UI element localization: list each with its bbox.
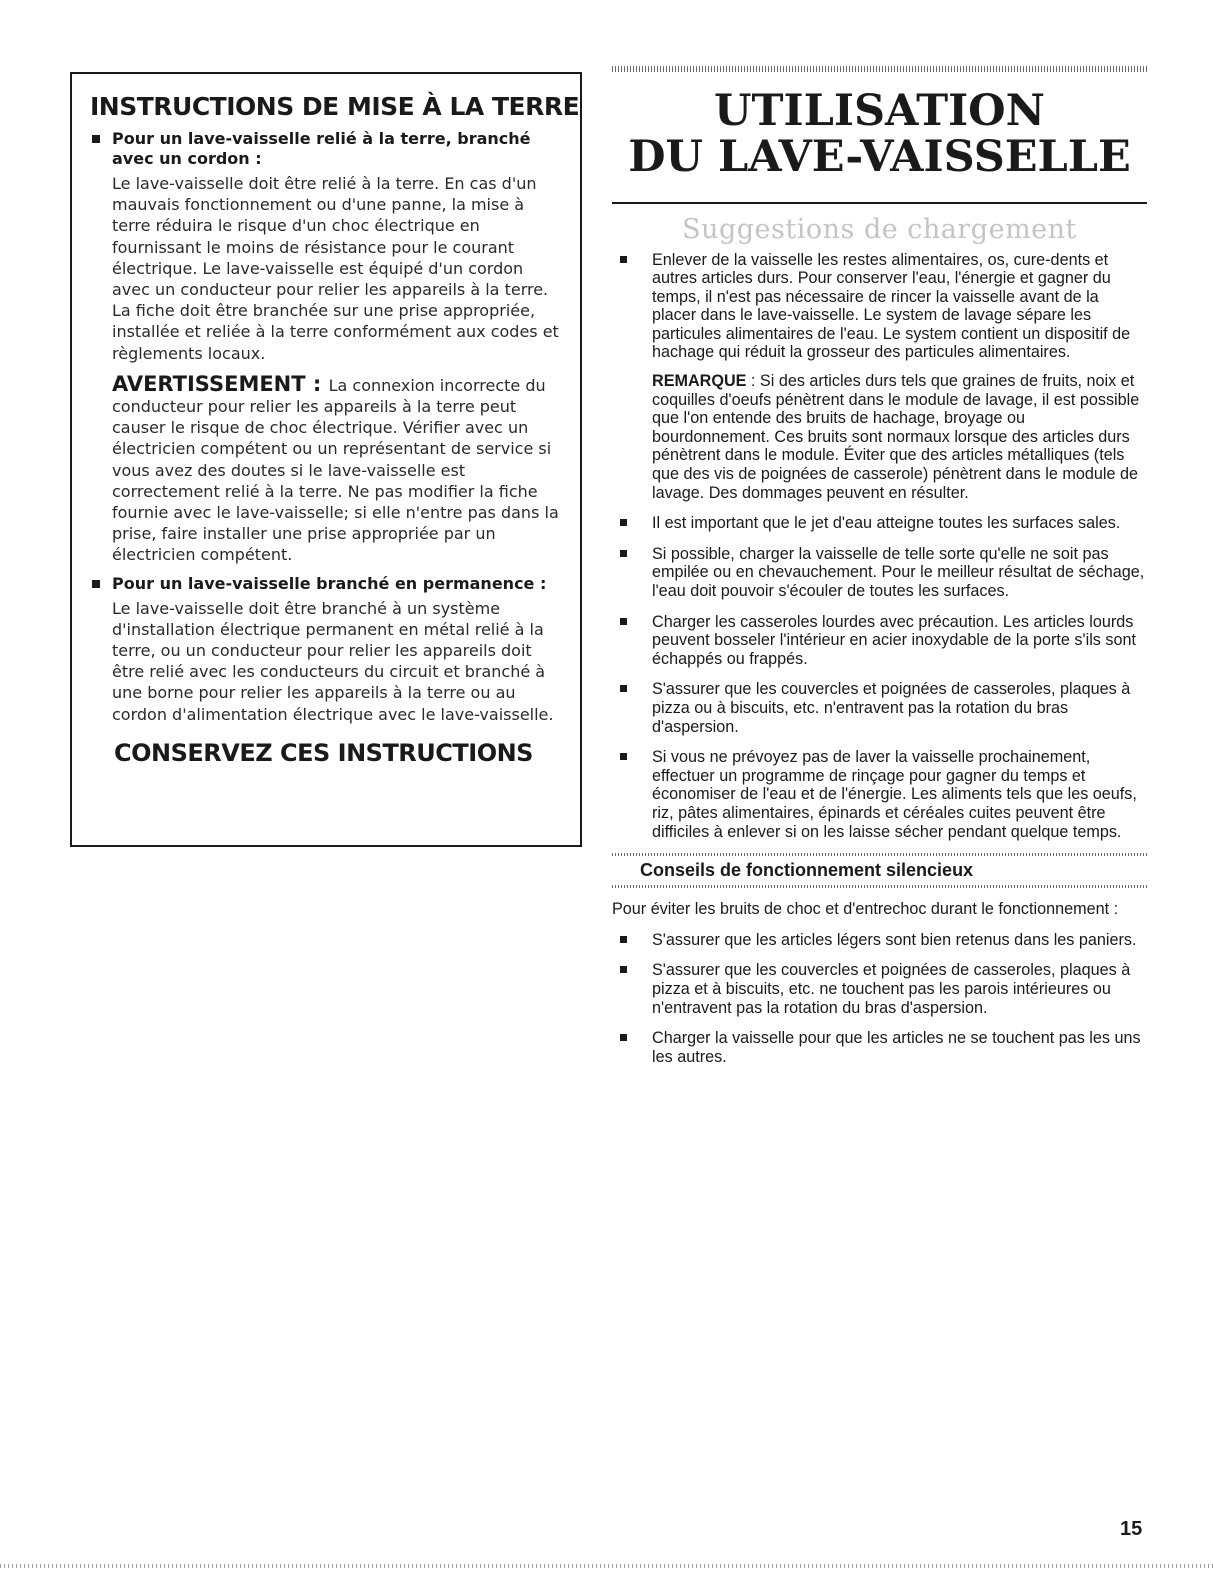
- list-item: Enlever de la vaisselle les restes alimentaires, os, cure-dents et autres articles durs. Pour conserver l'eau, l'énergie et gagner du temps, il n'est pas nécessaire de rincer la vaisselle avant de la placer dans le lave-vaisselle. Le system de lavage sépare les particules alimentaires de l'eau. Le system contient un dispositif de hachage qui réduit la grosseur des particules alimentaires.: [612, 251, 1147, 363]
- usage-column: [612, 66, 1147, 1078]
- bullet-square-icon: [620, 966, 627, 973]
- bottom-dotted-border: [0, 1564, 1213, 1568]
- bullet-square-icon: [620, 685, 627, 692]
- list-item: Si possible, charger la vaisselle de telle sorte qu'elle ne soit pas empilée ou en chevauchement. Pour le meilleur résultat de séchage, l'eau doit pouvoir s'écouler de toutes les surfaces.: [612, 545, 1147, 601]
- bullet-square-icon: [620, 936, 627, 943]
- bullet-square-icon: [620, 519, 627, 526]
- grounding-instructions-box: [70, 72, 582, 847]
- list-item: Charger la vaisselle pour que les articles ne se touchent pas les uns les autres.: [612, 1029, 1147, 1066]
- warning-colon: :: [305, 371, 329, 396]
- bullet-square-icon: [92, 580, 100, 588]
- grounding-bullet-permanent: [90, 574, 562, 594]
- page-number: 15: [1120, 1518, 1143, 1540]
- bullet-square-icon: [620, 550, 627, 557]
- list-item: S'assurer que les articles légers sont bien retenus dans les paniers.: [612, 931, 1147, 950]
- quiet-intro: Pour éviter les bruits de choc et d'entrechoc durant le fonctionnement :: [612, 900, 1119, 919]
- loading-list: [612, 251, 1147, 842]
- list-item: S'assurer que les couvercles et poignées de casseroles, plaques à pizza et à biscuits, etc. ne touchent pas les parois intérieures ou n'entravent pas la rotation du bras d'aspersion.: [612, 961, 1147, 1017]
- grounding-corded-text: Le lave-vaisselle doit être relié à la terre. En cas d'un mauvais fonctionnement ou d'une panne, la mise à terre réduira le risque d'un choc électrique en fournissant le moins de résistance pour le courant électrique. Le lave-vaisselle est équipé d'un cordon avec un conducteur pour relier les appareils à la terre. La fiche doit être branchée sur une prise appropriée, installée et reliée à la terre conformément aux codes et règlements locaux.: [112, 174, 559, 363]
- save-instructions-footer: CONSERVEZ CES INSTRUCTIONS: [114, 738, 533, 767]
- note-text: : Si des articles durs tels que graines de fruits, noix et coquilles d'oeufs pénètrent dans le module de lavage, il est possible que l'on entende des bruits de hachage, broyage ou bourdonnement. Ces bruits sont normaux lorsque des articles durs pénètrent dans le module. Éviter que des articles métalliques (tels que des vis de poignées de casserole) pénètrent dans le module de lavage. Des dommages peuvent en résulter.: [652, 372, 1140, 502]
- note-label: REMARQUE: [652, 372, 747, 391]
- note-paragraph: [612, 372, 1147, 502]
- grounding-permanent-text: Le lave-vaisselle doit être branché à un système d'installation électrique permanent en métal relié à la terre, ou un conducteur pour relier les appareils doit être relié avec les conducteurs du circuit et branché à une borne pour relier les appareils à la terre ou au cordon d'alimentation électrique avec le lave-vaisselle.: [112, 598, 554, 724]
- loading-suggestions-heading: Suggestions de chargement: [682, 213, 1077, 245]
- page-title-line2: DU LAVE-VAISSELLE: [628, 132, 1131, 182]
- list-item: Si vous ne prévoyez pas de laver la vaisselle prochainement, effectuer un programme de rinçage pour gagner du temps et économiser de l'eau et de l'énergie. Les aliments tels que les oeufs, riz, pâtes alimentaires, épinards et céréales cuites peuvent être difficiles à enlever si on les laisse sécher pendant quelque temps.: [612, 748, 1147, 841]
- warning-text: La connexion incorrecte du conducteur pour relier les appareils à la terre peut causer le risque de choc électrique. Vérifier avec un électricien compétent ou un représentant de service si vous avez des doutes si le lave-vaisselle est correctement relié à la terre. Ne pas modifier la fiche fournie avec le lave-vaisselle; si elle n'entre pas dans la prise, faire installer une prise appropriée par un électricien compétent.: [112, 375, 559, 565]
- title-divider: [612, 202, 1147, 204]
- bullet-square-icon: [620, 753, 627, 760]
- quiet-bottom-divider: [612, 885, 1147, 888]
- page-title-line1: UTILISATION: [714, 86, 1045, 136]
- page-title: [612, 88, 1147, 180]
- list-item: S'assurer que les couvercles et poignées de casseroles, plaques à pizza ou à biscuits, etc. n'entravent pas la rotation du bras d'aspersion.: [612, 680, 1147, 736]
- quiet-top-divider: [612, 853, 1147, 856]
- list-item: Il est important que le jet d'eau atteigne toutes les surfaces sales.: [612, 514, 1147, 533]
- list-item: Charger les casseroles lourdes avec précaution. Les articles lourds peuvent bosseler l'intérieur en acier inoxydable de la porte s'ils sont échappés ou frappés.: [612, 613, 1147, 669]
- grounding-bullet-corded: [90, 129, 562, 169]
- bullet-square-icon: [620, 256, 627, 263]
- bullet-heading: Pour un lave-vaisselle branché en permanence :: [112, 573, 547, 593]
- bullet-square-icon: [620, 1034, 627, 1041]
- quiet-operation-heading: Conseils de fonctionnement silencieux: [640, 860, 974, 881]
- grounding-warning: [90, 371, 562, 566]
- top-dotted-divider: [612, 66, 1147, 72]
- grounding-title: INSTRUCTIONS DE MISE À LA TERRE: [90, 92, 580, 121]
- bullet-square-icon: [620, 618, 627, 625]
- bullet-square-icon: [92, 135, 100, 143]
- bullet-heading: Pour un lave-vaisselle relié à la terre, branché avec un cordon :: [112, 129, 531, 168]
- warning-label: AVERTISSEMENT: [112, 371, 306, 396]
